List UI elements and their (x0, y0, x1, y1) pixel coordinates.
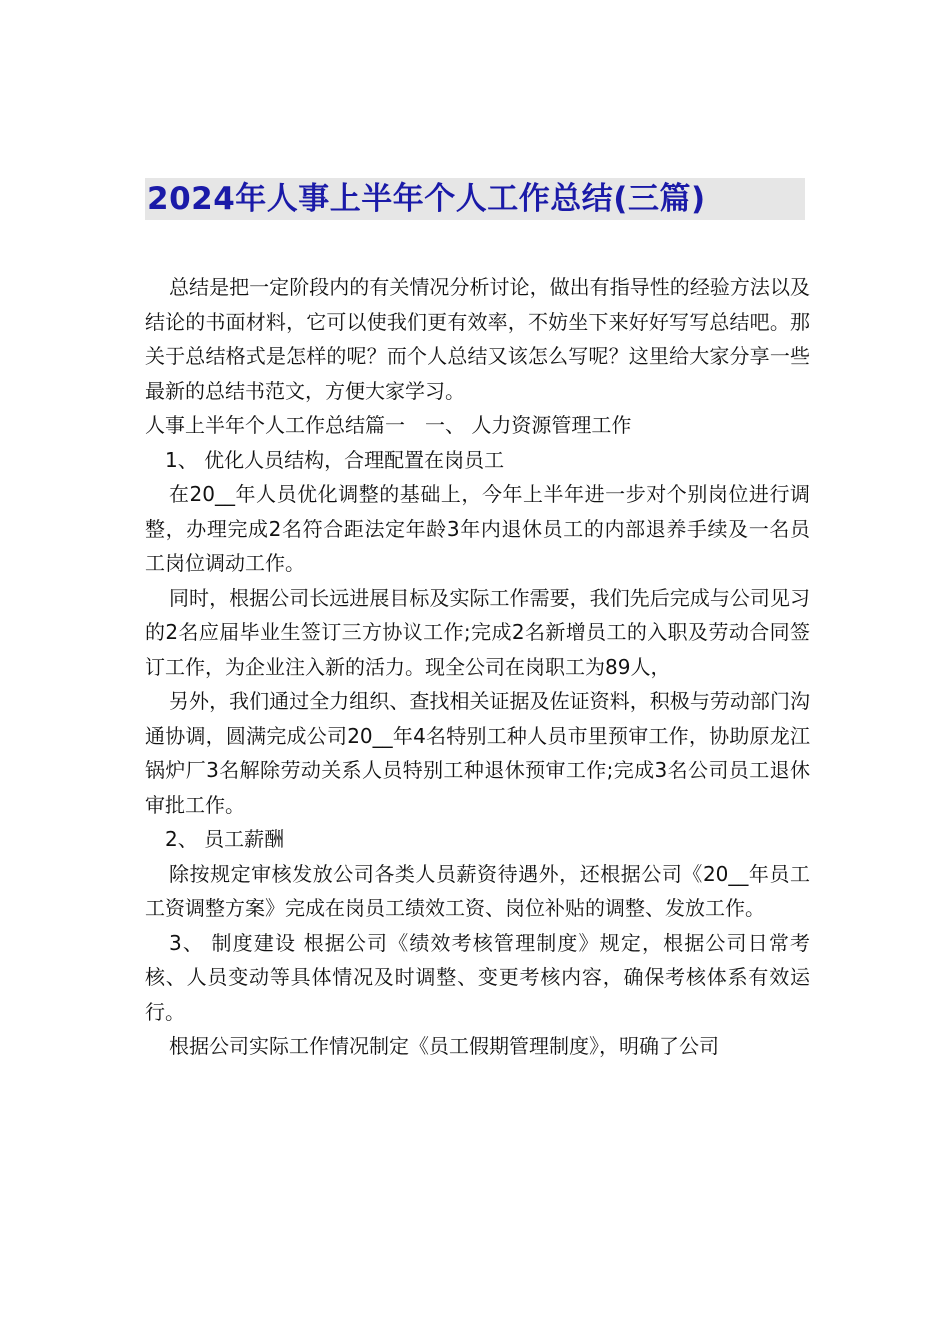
document-body (145, 270, 810, 1064)
section-heading: 人事上半年个人工作总结篇一 一、 人力资源管理工作 (145, 413, 632, 437)
item2-paragraph-1: 除按规定审核发放公司各类人员薪资待遇外，还根据公司《20__年员工工资调整方案》完成在岗员工绩效工资、岗位补贴的调整、发放工作。 (145, 861, 810, 920)
document-title: 2024年人事上半年个人工作总结(三篇) (147, 181, 706, 217)
item1-paragraph-3: 另外，我们通过全力组织、查找相关证据及佐证资料，积极与劳动部门沟通协调，圆满完成公司20__年4名特别工种人员市里预审工作，协助原龙江锅炉厂3名解除劳动关系人员特别工种退休预审工作;完成3名公司员工退休审批工作。 (145, 689, 810, 817)
intro-paragraph: 总结是把一定阶段内的有关情况分析讨论，做出有指导性的经验方法以及结论的书面材料，它可以使我们更有效率，不妨坐下来好好写写总结吧。那关于总结格式是怎样的呢？而个人总结又该怎么写呢？这里给大家分享一些最新的总结书范文，方便大家学习。 (145, 275, 810, 403)
item2-heading: 2、 员工薪酬 (165, 827, 285, 851)
item1-paragraph-1: 在20__年人员优化调整的基础上，今年上半年进一步对个别岗位进行调整，办理完成2名符合距法定年龄3年内退休员工的内部退养手续及一名员工岗位调动工作。 (145, 482, 810, 575)
item1-paragraph-2: 同时，根据公司长远进展目标及实际工作需要，我们先后完成与公司见习的2名应届毕业生签订三方协议工作;完成2名新增员工的入职及劳动合同签订工作，为企业注入新的活力。现全公司在岗职工为89人， (145, 585, 810, 679)
item3-paragraph-2: 根据公司实际工作情况制定《员工假期管理制度》，明确了公司 (169, 1034, 719, 1058)
item3-paragraph-1: 3、 制度建设 根据公司《绩效考核管理制度》规定，根据公司日常考核、人员变动等具体情况及时调整、变更考核内容，确保考核体系有效运行。 (145, 930, 810, 1024)
item1-heading: 1、 优化人员结构，合理配置在岗员工 (165, 447, 505, 472)
